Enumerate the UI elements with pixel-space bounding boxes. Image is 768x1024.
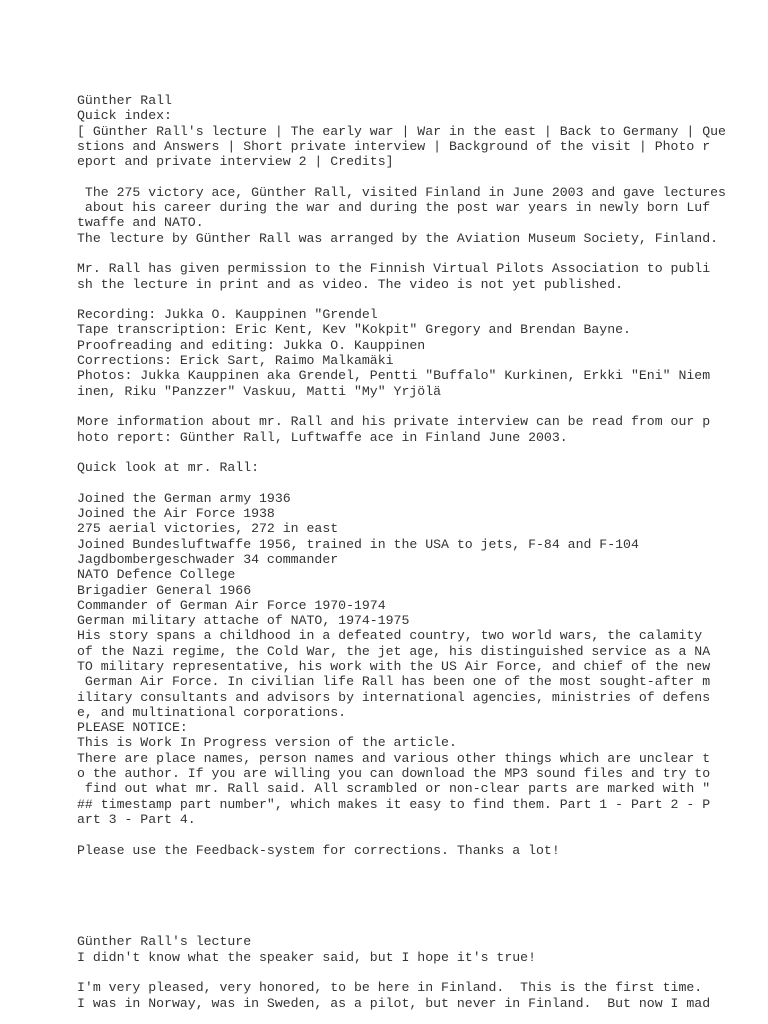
text-line: Joined the German army 1936 — [77, 490, 291, 506]
text-line: ilitary consultants and advisors by international agencies, ministries of defens — [77, 689, 711, 705]
blank-line — [77, 888, 717, 903]
blank-line — [77, 292, 717, 307]
text-line: PLEASE NOTICE: — [77, 720, 188, 736]
text-line: German military attache of NATO, 1974-1975 — [77, 613, 410, 629]
text-line: [ Günther Rall's lecture | The early war | War in the east | Back to Germany | Que — [77, 123, 726, 139]
document-body — [77, 93, 726, 1011]
blank-line — [77, 873, 717, 888]
text-line: e, and multinational corporations. — [77, 704, 347, 720]
blank-line — [77, 858, 717, 873]
text-line: Proofreading and editing: Jukka O. Kauppinen — [77, 337, 426, 353]
text-line: inen, Riku "Panzzer" Vaskuu, Matti "My" Yrjölä — [77, 383, 442, 399]
text-line: o the author. If you are willing you can download the MP3 sound files and try to — [77, 766, 711, 782]
text-line: I was in Norway, was in Sweden, as a pilot, but never in Finland. But now I mad — [77, 995, 711, 1011]
text-line: sh the lecture in print and as video. The video is not yet published. — [77, 276, 624, 292]
text-line: of the Nazi regime, the Cold War, the jet age, his distinguished service as a NA — [77, 643, 711, 659]
blank-line — [77, 827, 717, 842]
text-line: Corrections: Erick Sart, Raimo Malkamäki — [77, 353, 394, 369]
blank-line — [77, 919, 717, 934]
blank-line — [77, 169, 717, 184]
text-line: about his career during the war and during the post war years in newly born Luf — [77, 200, 711, 216]
text-line: His story spans a childhood in a defeated country, two world wars, the calamity — [77, 628, 703, 644]
text-line: Tape transcription: Eric Kent, Kev "Kokpit" Gregory and Brendan Bayne. — [77, 322, 631, 338]
text-line: hoto report: Günther Rall, Luftwaffe ace in Finland June 2003. — [77, 429, 568, 445]
text-line: 275 aerial victories, 272 in east — [77, 521, 339, 537]
text-line: eport and private interview 2 | Credits] — [77, 154, 394, 170]
text-line: The lecture by Günther Rall was arranged by the Aviation Museum Society, Finland. — [77, 230, 719, 246]
blank-line — [77, 445, 717, 460]
text-line: Recording: Jukka O. Kauppinen "Grendel — [77, 307, 378, 323]
text-line: Brigadier General 1966 — [77, 582, 252, 598]
text-line: NATO Defence College — [77, 567, 236, 583]
text-line: More information about mr. Rall and his private interview can be read from our p — [77, 414, 711, 430]
text-line: stions and Answers | Short private interview | Background of the visit | Photo r — [77, 138, 711, 154]
blank-line — [77, 965, 717, 980]
text-line: Commander of German Air Force 1970-1974 — [77, 597, 386, 613]
text-line: Photos: Jukka Kauppinen aka Grendel, Pentti "Buffalo" Kurkinen, Erkki "Eni" Niem — [77, 368, 711, 384]
text-line: There are place names, person names and various other things which are unclear t — [77, 750, 711, 766]
text-line: Please use the Feedback-system for corrections. Thanks a lot! — [77, 842, 560, 858]
text-line: Mr. Rall has given permission to the Finnish Virtual Pilots Association to publi — [77, 261, 711, 277]
text-line: ## timestamp part number", which makes it easy to find them. Part 1 - Part 2 - P — [77, 796, 711, 812]
text-line: Joined Bundesluftwaffe 1956, trained in the USA to jets, F-84 and F-104 — [77, 536, 639, 552]
blank-line — [77, 475, 717, 490]
text-line: German Air Force. In civilian life Rall has been one of the most sought-after m — [77, 674, 711, 690]
text-line: Quick index: — [77, 108, 172, 124]
text-line: I'm very pleased, very honored, to be here in Finland. This is the first time. — [77, 980, 703, 996]
text-line: find out what mr. Rall said. All scrambled or non-clear parts are marked with " — [77, 781, 711, 797]
text-line: TO military representative, his work with the US Air Force, and chief of the new — [77, 658, 711, 674]
text-line: Quick look at mr. Rall: — [77, 460, 260, 476]
text-line: The 275 victory ace, Günther Rall, visited Finland in June 2003 and gave lectures — [77, 184, 726, 200]
text-line: Günther Rall — [77, 93, 172, 108]
text-line: Joined the Air Force 1938 — [77, 506, 275, 522]
text-line: Günther Rall's lecture — [77, 934, 252, 950]
text-line: This is Work In Progress version of the article. — [77, 735, 457, 751]
blank-line — [77, 399, 717, 414]
text-line: art 3 - Part 4. — [77, 811, 196, 827]
text-line: twaffe and NATO. — [77, 215, 204, 231]
text-line: I didn't know what the speaker said, but I hope it's true! — [77, 949, 536, 965]
text-line: Jagdbombergeschwader 34 commander — [77, 551, 339, 567]
blank-line — [77, 246, 717, 261]
blank-line — [77, 904, 717, 919]
